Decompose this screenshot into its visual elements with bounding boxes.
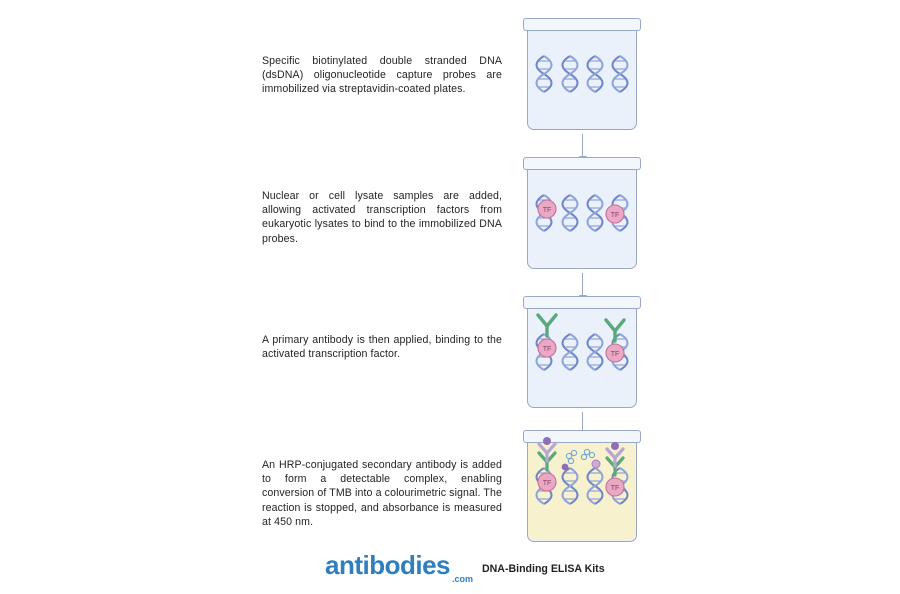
tmb-signal-group xyxy=(562,449,600,470)
dna-probe-icon xyxy=(563,334,578,370)
plate-well xyxy=(523,157,641,269)
well-contents xyxy=(523,18,641,130)
plate-well xyxy=(523,18,641,130)
well-contents xyxy=(523,430,641,542)
arrow-shaft xyxy=(582,273,583,297)
step-4-well xyxy=(523,430,641,542)
dna-probe-icon xyxy=(588,468,603,504)
hrp-icon xyxy=(611,442,619,450)
primary-antibody-icon xyxy=(538,315,556,336)
transcription-factor-icon xyxy=(606,205,624,223)
dna-probe-icon xyxy=(588,334,603,370)
tf-label: TF xyxy=(542,346,552,353)
logo-wordmark: antibodies xyxy=(325,550,451,580)
product-particle-icon xyxy=(592,460,600,468)
step-2-well xyxy=(523,157,641,269)
tmb-molecule-icon xyxy=(566,450,576,463)
step-1-well xyxy=(523,18,641,130)
transcription-factor-icon xyxy=(538,200,556,218)
step-1-description: Specific biotinylated double stranded DNA (dsDNA) oligonucleotide capture probes are immobilized via streptavidin-coated plates. xyxy=(262,55,502,96)
arrow-shaft xyxy=(582,134,583,158)
dna-probe-icon xyxy=(563,56,578,92)
transcription-factor-icon xyxy=(538,339,556,357)
antibodies-logo[interactable] xyxy=(325,552,477,586)
dna-probe-icon xyxy=(563,195,578,231)
dna-probe-icon xyxy=(588,195,603,231)
dna-probe-icon xyxy=(588,56,603,92)
tmb-molecule-icon xyxy=(581,449,594,459)
step-3-description: A primary antibody is then applied, binding to the activated transcription factor. xyxy=(262,334,502,361)
well-contents xyxy=(523,296,641,408)
well-contents xyxy=(523,157,641,269)
dna-probe-icon xyxy=(563,468,578,504)
tf-label: TF xyxy=(542,207,552,214)
step-3-well xyxy=(523,296,641,408)
transcription-factor-icon xyxy=(606,344,624,362)
figure-title: DNA-Binding ELISA Kits xyxy=(482,563,605,575)
tf-label: TF xyxy=(610,212,620,219)
transcription-factor-icon xyxy=(606,478,624,496)
plate-well xyxy=(523,296,641,408)
step-4-description: An HRP-conjugated secondary antibody is added to form a detectable complex, enabling conversion of TMB into a colourimetric signal. The reaction is stopped, and absorbance is measured at 450 nm. xyxy=(262,459,502,528)
dna-probe-icon xyxy=(537,56,552,92)
logo-tld: .com xyxy=(451,574,473,584)
dna-probe-icon xyxy=(613,56,628,92)
tf-label: TF xyxy=(542,480,552,487)
transcription-factor-icon xyxy=(538,473,556,491)
tf-label: TF xyxy=(610,351,620,358)
hrp-icon xyxy=(562,464,569,471)
primary-antibody-icon xyxy=(606,320,624,341)
tf-label: TF xyxy=(610,485,620,492)
step-2-description: Nuclear or cell lysate samples are added, allowing activated transcription factors from eukaryotic lysates to bind to the immobilized DNA probes. xyxy=(262,190,502,245)
hrp-icon xyxy=(543,437,551,445)
dna-probe-group xyxy=(537,56,628,92)
plate-well xyxy=(523,430,641,542)
figure-footer xyxy=(0,552,900,594)
primary-antibody-group xyxy=(538,315,624,341)
